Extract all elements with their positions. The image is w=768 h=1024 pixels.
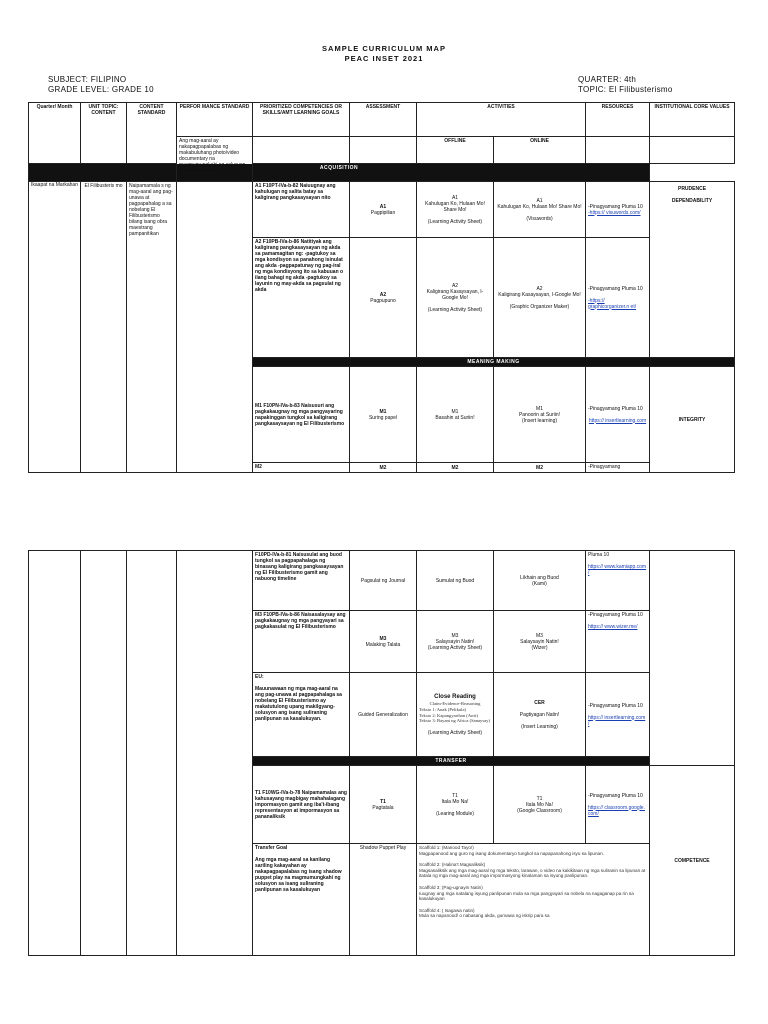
scaffold-4-text: Mula sa napanood/ o nabasang akda, gumawa ng iskrip para sa xyxy=(419,913,550,919)
online-t1-text: Itala Mo Na! xyxy=(526,801,553,808)
offline-eu-t3: Teksto 3: Bayani ng Africa (Sanaysay) xyxy=(419,718,490,724)
resources-m1-link[interactable]: https:// insertlearning.com xyxy=(588,417,647,424)
scaffold-2-title: Scaffold 2: (Halina't Magsaliksik) xyxy=(419,862,486,868)
offline-t1-label: T1 xyxy=(452,792,458,799)
assessment-a1-label: A1 xyxy=(379,203,387,210)
col-header-quarter: Quarter/ Month xyxy=(29,103,81,164)
offline-a2-label: A2 xyxy=(451,282,459,289)
assessment-t1 xyxy=(350,766,417,844)
assessment-a1-text: Pagpipilian xyxy=(370,209,396,216)
online-m3-text: Salaysayin Natin! xyxy=(520,638,559,645)
transfer-goal-text: Ang mga mag-aaral sa kanilang sariling kakayahan ay nakapagpapalabas ng isang shadow puppet play na magmumungkahi ng solusyon sa isang suliraning panlipunan sa kasalukuyan xyxy=(255,857,342,893)
competency-m3: M3 F10PB-IVa-b-86 Naisasalaysay ang pagkakaugnay ng mga pangyayari sa pagkakasulat ng El Filibusterismo xyxy=(253,611,350,673)
resources-r1 xyxy=(586,551,650,611)
resources-a1 xyxy=(586,182,650,238)
scaffold-1-text: Magpapanood ang guro ng isang dokumentaryo tungkol sa napapanahong isyu sa lipunan. xyxy=(419,850,604,856)
resources-m3-link[interactable]: https:// www.wizer.me/ xyxy=(588,624,638,630)
core-values-transfer xyxy=(650,766,735,956)
offline-m1 xyxy=(417,367,494,463)
online-m1-note: (Insert learning) xyxy=(522,417,558,424)
offline-m2: M2 xyxy=(417,463,494,473)
unit-cell: El Filibusteris mo xyxy=(81,182,127,473)
offline-a2-note: (Learning Activity Sheet) xyxy=(427,306,483,313)
competency-m2: M2 xyxy=(253,463,350,473)
band-acquisition xyxy=(29,164,650,182)
online-m2: M2 xyxy=(494,463,586,473)
band-meaning-making xyxy=(253,358,735,367)
online-a2-note: (Graphic Organizer Maker) xyxy=(509,303,570,310)
col-header-unit: UNIT TOPIC: CONTENT xyxy=(81,103,127,164)
resources-eu-link[interactable]: https:// insertlearning.com / xyxy=(588,714,646,727)
eu-label: EU: xyxy=(255,674,264,680)
resources-m3-text: -Pinagyamang Pluma 10 xyxy=(588,612,643,618)
resources-a2-text: -Pinagyamang Pluma 10 xyxy=(588,285,643,292)
online-eu xyxy=(494,673,586,757)
resources-m3 xyxy=(586,611,650,673)
online-m1-text: Panoorin at Suriin! xyxy=(518,411,561,418)
scaffold-3-title: Scaffold 3: (Pag-ugnayin Natin) xyxy=(419,884,483,890)
assessment-a2 xyxy=(350,238,417,358)
band-acquisition-label: ACQUISITION xyxy=(319,165,359,172)
online-m3-label: M3 xyxy=(536,632,543,639)
grade-level-label: GRADE LEVEL: GRADE 10 xyxy=(48,85,154,94)
resources-eu-text: -Pinagyamang Pluma 10 xyxy=(588,702,643,709)
offline-eu-t2: Teksto 2: Kapangyarihan (Awit) xyxy=(419,712,479,718)
col-header-performance-standard: PERFOR MANCE STANDARD xyxy=(177,103,253,137)
document-title: SAMPLE CURRICULUM MAP xyxy=(322,44,446,53)
online-eu-note: (Insert Learning) xyxy=(521,723,558,730)
online-a2-label: A2 xyxy=(536,285,543,292)
online-a1-note: (Visuwords) xyxy=(526,215,553,222)
online-a2 xyxy=(494,238,586,358)
resources-m1-text: -Pinagyamang Pluma 10 xyxy=(588,405,643,412)
col-header-core-values: INSTITUTIONAL CORE VALUES xyxy=(650,103,735,137)
transfer-goal-label: Transfer Goal xyxy=(255,845,288,851)
competency-r1: F10PD-IVa-b-81 Naisusulat ang buod tungkol sa pagpapahalaga ng binasang kaligirang pangkasaysayan ng El Filibusterismo gamit ang nabuong timeline xyxy=(253,551,350,611)
topic-label: TOPIC: El Filibusterismo xyxy=(578,85,673,94)
scaffold-4-title: Scaffold 4: ( Isagawa natin) xyxy=(419,907,475,913)
offline-eu-title: Close Reading xyxy=(434,694,476,701)
offline-m1-label: M1 xyxy=(451,408,459,415)
resources-m1 xyxy=(586,367,650,463)
band-transfer xyxy=(253,757,650,766)
online-m3-note: (Wizer) xyxy=(531,644,548,651)
offline-m3 xyxy=(417,611,494,673)
offline-eu xyxy=(417,673,494,757)
col-header-activities: ACTIVITIES xyxy=(417,103,586,137)
offline-m3-note: (Learning Activity Sheet) xyxy=(427,644,483,651)
band-transfer-label: TRANSFER xyxy=(435,758,467,764)
resources-t1-link[interactable]: https:// classroom.google. com/ xyxy=(588,804,645,817)
offline-eu-note: (Learning Activity Sheet) xyxy=(427,729,483,736)
offline-a2 xyxy=(417,238,494,358)
offline-m3-text: Salaysayin Natin! xyxy=(435,638,475,645)
core-values-meaning xyxy=(650,367,735,473)
online-eu-sub: Pagtiyagan Natin! xyxy=(519,711,560,718)
assessment-a2-text: Pagpupuno xyxy=(370,297,396,304)
resources-r1-text: Pluma 10 xyxy=(588,552,610,558)
assessment-m1-label: M1 xyxy=(379,408,387,415)
assessment-a1 xyxy=(350,182,417,238)
competency-a1: A1 F10PT-IVa-b-82 Naiuugnay ang kahulugan ng salita batay sa kaligirang pangkasaysayan nito xyxy=(253,182,350,238)
assessment-m1-text: Suring papel xyxy=(368,414,398,421)
curriculum-table-page2 xyxy=(28,550,735,956)
online-a1-text: Kahulugan Ko, Hulaan Mo! Share Mo! xyxy=(497,203,582,210)
quarter-label: QUARTER: 4th xyxy=(578,75,637,84)
document-subtitle: PEAC INSET 2021 xyxy=(344,54,424,63)
online-eu-text: CER xyxy=(534,699,545,706)
assessment-m3-label: M3 xyxy=(379,635,387,642)
competency-t1: T1 F10WG-IVa-b-78 Naipamamalas ang kahusayang magbigay mahahalagang impormasyon gamit ang iba't-ibang representasyon at impormasyon sa pananaliksik xyxy=(253,766,350,844)
subject-label: SUBJECT: FILIPINO xyxy=(48,75,127,84)
resources-t1-text: -Pinagyamang Pluma 10 xyxy=(588,792,643,799)
resources-a1-link[interactable]: -https:// visuwords.com/ xyxy=(588,209,641,216)
band-meaning-making-label: MEANING MAKING xyxy=(467,359,520,365)
assessment-transfer-goal: Shadow Puppet Play xyxy=(350,844,417,956)
scaffolds-cell xyxy=(417,844,650,956)
assessment-r1: Pagsulat ng Journal xyxy=(350,551,417,611)
offline-header: OFFLINE xyxy=(417,137,494,164)
performance-standard-text: Ang mag-aaral ay nakapagpapalabas ng makabuluhang photo/video documentary na magmumungkahi ng solusyon sa isang suliraning panlipunan sa kasalukuyan xyxy=(177,137,253,182)
quarter-cell: Ikaapat na Markahan xyxy=(29,182,81,473)
core-value-prudence: PRUDENCE xyxy=(677,186,707,192)
resources-eu xyxy=(586,673,650,757)
assessment-m3-text: Malaking Talata xyxy=(365,641,401,648)
assessment-m2: M2 xyxy=(350,463,417,473)
resources-r1-link[interactable]: https:// www.kamiapp.com / xyxy=(588,564,647,576)
assessment-t1-text: Pagtatala xyxy=(372,804,394,811)
online-a1-label: A1 xyxy=(536,197,543,204)
content-standard-text: Naipamamala s ng mag-aaral ang pag-unawa at pagpapahalag a sa nobelang El Filibusterismo bilang isang obra maestrang pampanitikan xyxy=(127,182,177,473)
document-title-block xyxy=(0,44,768,64)
competency-m1: M1 F10PN-IVa-b-83 Naisusuri ang pagkakaugnay ng mga pangyayaring napakinggan tungkol sa kaligirang pangkasaysayan ng El Filibusterismo xyxy=(253,367,350,463)
offline-a1-text: Kahulugan Ko, Hulaan Mo! Share Mo! xyxy=(425,200,485,213)
resources-a1-text: -Pinagyamang Pluma 10 xyxy=(588,203,643,210)
col-header-content-standard: CONTENT STANDARD xyxy=(127,103,177,164)
offline-t1-note: (Learing Module) xyxy=(436,810,474,817)
online-t1-label: T1 xyxy=(536,795,543,802)
core-values-acquisition xyxy=(650,182,735,358)
offline-t1-text: Itala Mo Na! xyxy=(441,798,469,805)
offline-a1-note: (Learning Activity Sheet) xyxy=(427,218,483,225)
curriculum-table-page1 xyxy=(28,102,735,473)
resources-a2 xyxy=(586,238,650,358)
assessment-m3 xyxy=(350,611,417,673)
transfer-goal xyxy=(253,844,350,956)
offline-a2-text: Kaligirang Kasaysayan, I-Google Mo! xyxy=(426,288,484,301)
enduring-understanding xyxy=(253,673,350,757)
scaffold-3-text: Iuugnay ang mga natalang isyung panlipunan mula sa mga pangyayari sa nobela na nagaganap pa rin sa kasalukuyan xyxy=(419,890,634,902)
online-r1-text: Likhain ang Buod xyxy=(520,574,559,581)
eu-text: Mauunawaan ng mga mag-aaral na ang pag-unawa at pagpapahalaga sa nobelang El Filibusterismo ay makatutulong upang makilgyang-solusyon ang isang suliraning panlipunan sa kasalukuyan. xyxy=(255,686,342,722)
assessment-m1 xyxy=(350,367,417,463)
online-a2-text: Kaligirang Kasaysayan, I-Google Mo! xyxy=(498,291,581,298)
offline-m1-text: Basahin at Suriin! xyxy=(435,414,475,421)
page-two xyxy=(0,540,768,1024)
col-header-assessment: ASSESSMENT xyxy=(350,103,417,137)
offline-m3-label: M3 xyxy=(451,632,459,639)
offline-eu-t1: Teksto 1: Anak (Pelikula) xyxy=(419,706,467,712)
core-value-integrity: INTEGRITY xyxy=(678,416,706,423)
online-m1 xyxy=(494,367,586,463)
scaffold-2-text: Magsasaliksik ang mga mag-aaral ng mga teksto, larawan, o video na kakikitaan ng mga suliranin sa lipunan at itatala ng mga mag-aaral ang mga impormasyong kinalaman sa isyung panlipunan. xyxy=(419,867,646,879)
online-r1-note: (Kami) xyxy=(532,580,547,587)
assessment-a2-label: A2 xyxy=(379,291,387,298)
assessment-eu: Guided Generalization xyxy=(350,673,417,757)
assessment-t1-label: T1 xyxy=(380,798,386,805)
page-one xyxy=(0,0,768,470)
resources-m2: -Pinagyamang xyxy=(586,463,650,473)
online-header: ONLINE xyxy=(494,137,586,164)
online-t1-note: (Google Classroom) xyxy=(517,807,562,814)
competency-a2: A2 F10PB-IVa-b-86 Natitiyak ang kaligirang pangkasaysayan ng akda sa pamamagitan ng: -pagtukoy sa mga kondisyon sa panahong isinulat ang akda -pagpapatunay ng pag-iral ng mga kondisyong ito sa kabuuan o ilang bahagi ng akda -pagtukoy sa layunin ng may-akda sa pagsulat ng akda xyxy=(253,238,350,358)
online-a1 xyxy=(494,182,586,238)
core-value-competence: COMPETENCE xyxy=(674,857,710,864)
offline-a1 xyxy=(417,182,494,238)
online-r1 xyxy=(494,551,586,611)
online-m3 xyxy=(494,611,586,673)
offline-eu-sub: Claim-Evidence-Reasoning xyxy=(429,701,481,707)
offline-a1-label: A1 xyxy=(451,194,459,201)
resources-t1 xyxy=(586,766,650,844)
col-header-competencies: PRIORITIZED COMPETENCIES OR SKILLS/AMT LEARNING GOALS xyxy=(253,103,350,137)
col-header-resources: RESOURCES xyxy=(586,103,650,137)
online-t1 xyxy=(494,766,586,844)
online-m1-label: M1 xyxy=(536,405,543,412)
scaffold-1-title: Scaffold 1: (Manood Tayo!) xyxy=(419,845,474,850)
offline-r1: Sumulat ng Buod xyxy=(417,551,494,611)
offline-t1 xyxy=(417,766,494,844)
core-value-dependability: DEPENDABILITY xyxy=(671,198,713,204)
resources-a2-link[interactable]: -https:// graphicorganizer.n et/ xyxy=(588,297,637,310)
